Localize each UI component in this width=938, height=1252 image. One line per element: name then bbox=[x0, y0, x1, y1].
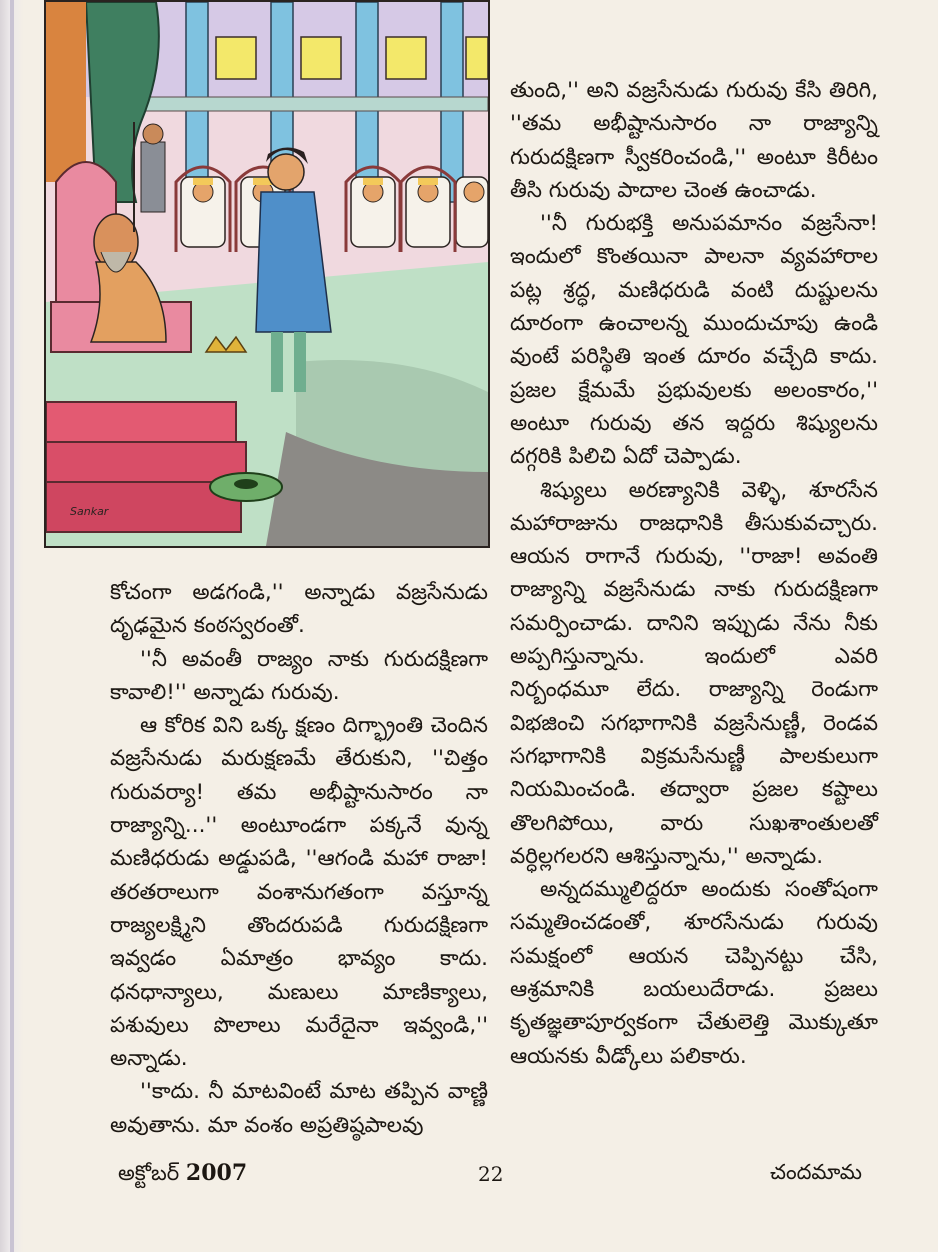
left-text-column bbox=[110, 576, 488, 1142]
artist-signature: Sankar bbox=[70, 505, 109, 518]
paragraph: కోచంగా అడగండి,'' అన్నాడు వజ్రసేనుడు దృఢమైన కంఠస్వరంతో. bbox=[110, 580, 488, 639]
page-number: 22 bbox=[478, 1162, 504, 1186]
right-text-column bbox=[510, 74, 878, 1073]
paragraph: ఆ కోరిక విని ఒక్క క్షణం దిగ్భ్రాంతి చెందిన వజ్రసేనుడు మరుక్షణమే తేరుకుని, ''చిత్తం గురువర్యా! తమ అభీష్టానుసారం నా రాజ్యాన్ని...'' అంటూండగా పక్కనే వున్న మణిధరుడు అడ్డుపడి, ''ఆగండి మహా రాజా! తరతరాలుగా వంశానుగతంగా వస్తూన్న రాజ్యలక్ష్మిని తొందరుపడి గురుదక్షిణగా ఇవ్వడం ఏమాత్రం భావ్యం కాదు. ధనధాన్యాలు, మణులు మాణిక్యాలు, పశువులు పొలాలు మరేదైనా ఇవ్వండి,'' అన్నాడు. bbox=[110, 713, 488, 1072]
paragraph: శిష్యులు అరణ్యానికి వెళ్ళి, శూరసేన మహారాజును రాజధానికి తీసుకువచ్చారు. ఆయన రాగానే గురువు, ''రాజా! అవంతి రాజ్యాన్ని వజ్రసేనుడు నాకు గురుదక్షిణగా సమర్పించాడు. దానిని ఇప్పుడు నేను నీకు అప్పగిస్తున్నాను. ఇందులో ఎవరి నిర్బంధమూ లేదు. రాజ్యాన్ని రెండుగా విభజించి సగభాగానికి వజ్రసేనుణ్ణీ, రెండవ సగభాగానికి విక్రమసేనుణ్ణీ పాలకులుగా నియమించండి. తద్వారా ప్రజల కష్టాలు తొలగిపోయి, వారు సుఖశాంతులతో వర్ధిల్లగలరని ఆశిస్తున్నాను,'' అన్నాడు. bbox=[510, 477, 878, 869]
story-illustration bbox=[44, 0, 490, 548]
paragraph: ''నీ అవంతీ రాజ్యం నాకు గురుదక్షిణగా కావాలి!'' అన్నాడు గురువు. bbox=[110, 646, 488, 705]
court-scene-illustration bbox=[46, 2, 488, 546]
paragraph: అన్నదమ్ములిద్దరూ అందుకు సంతోషంగా సమ్మతించడంతో, శూరసేనుడు గురువు సమక్షంలో ఆయన చెప్పినట్టు చేసి, ఆశ్రమానికి బయలుదేరాడు. ప్రజలు కృతజ్ఞతాపూర్వకంగా చేతులెత్తి మొక్కుతూ ఆయనకు వీడ్కోలు పలికారు. bbox=[510, 877, 878, 1069]
page-binding-edge bbox=[0, 0, 24, 1252]
paragraph: ''నీ గురుభక్తి అనుపమానం వజ్రసేనా! ఇందులో కొంతయినా పాలనా వ్యవహారాల పట్ల శ్రద్ధ, మణిధరుడి వంటి దుష్టులను దూరంగా ఉంచాలన్న ముందుచూపు ఉండి వుంటే పరిస్థితి ఇంత దూరం వచ్చేది కాదు. ప్రజల క్షేమమే ప్రభువులకు అలంకారం,'' అంటూ గురువు తన ఇద్దరు శిష్యులను దగ్గరికి పిలిచి ఏదో చెప్పాడు. bbox=[510, 211, 878, 470]
issue-date bbox=[118, 1160, 247, 1191]
issue-month: అక్టోబర్ bbox=[118, 1161, 180, 1185]
magazine-name: చందమామ bbox=[770, 1160, 862, 1184]
paragraph: తుంది,'' అని వజ్రసేనుడు గురువు కేసి తిరిగి, ''తమ అభీష్టానుసారం నా రాజ్యాన్ని గురుదక్షిణగా స్వీకరించండి,'' అంటూ కిరీటం తీసి గురువు పాదాల చెంత ఉంచాడు. bbox=[510, 78, 878, 203]
paragraph: ''కాదు. నీ మాటవింటే మాట తప్పిన వాణ్ణి అవుతాను. మా వంశం అప్రతిష్ఠపాలవు bbox=[110, 1079, 488, 1138]
issue-year: 2007 bbox=[185, 1160, 248, 1186]
